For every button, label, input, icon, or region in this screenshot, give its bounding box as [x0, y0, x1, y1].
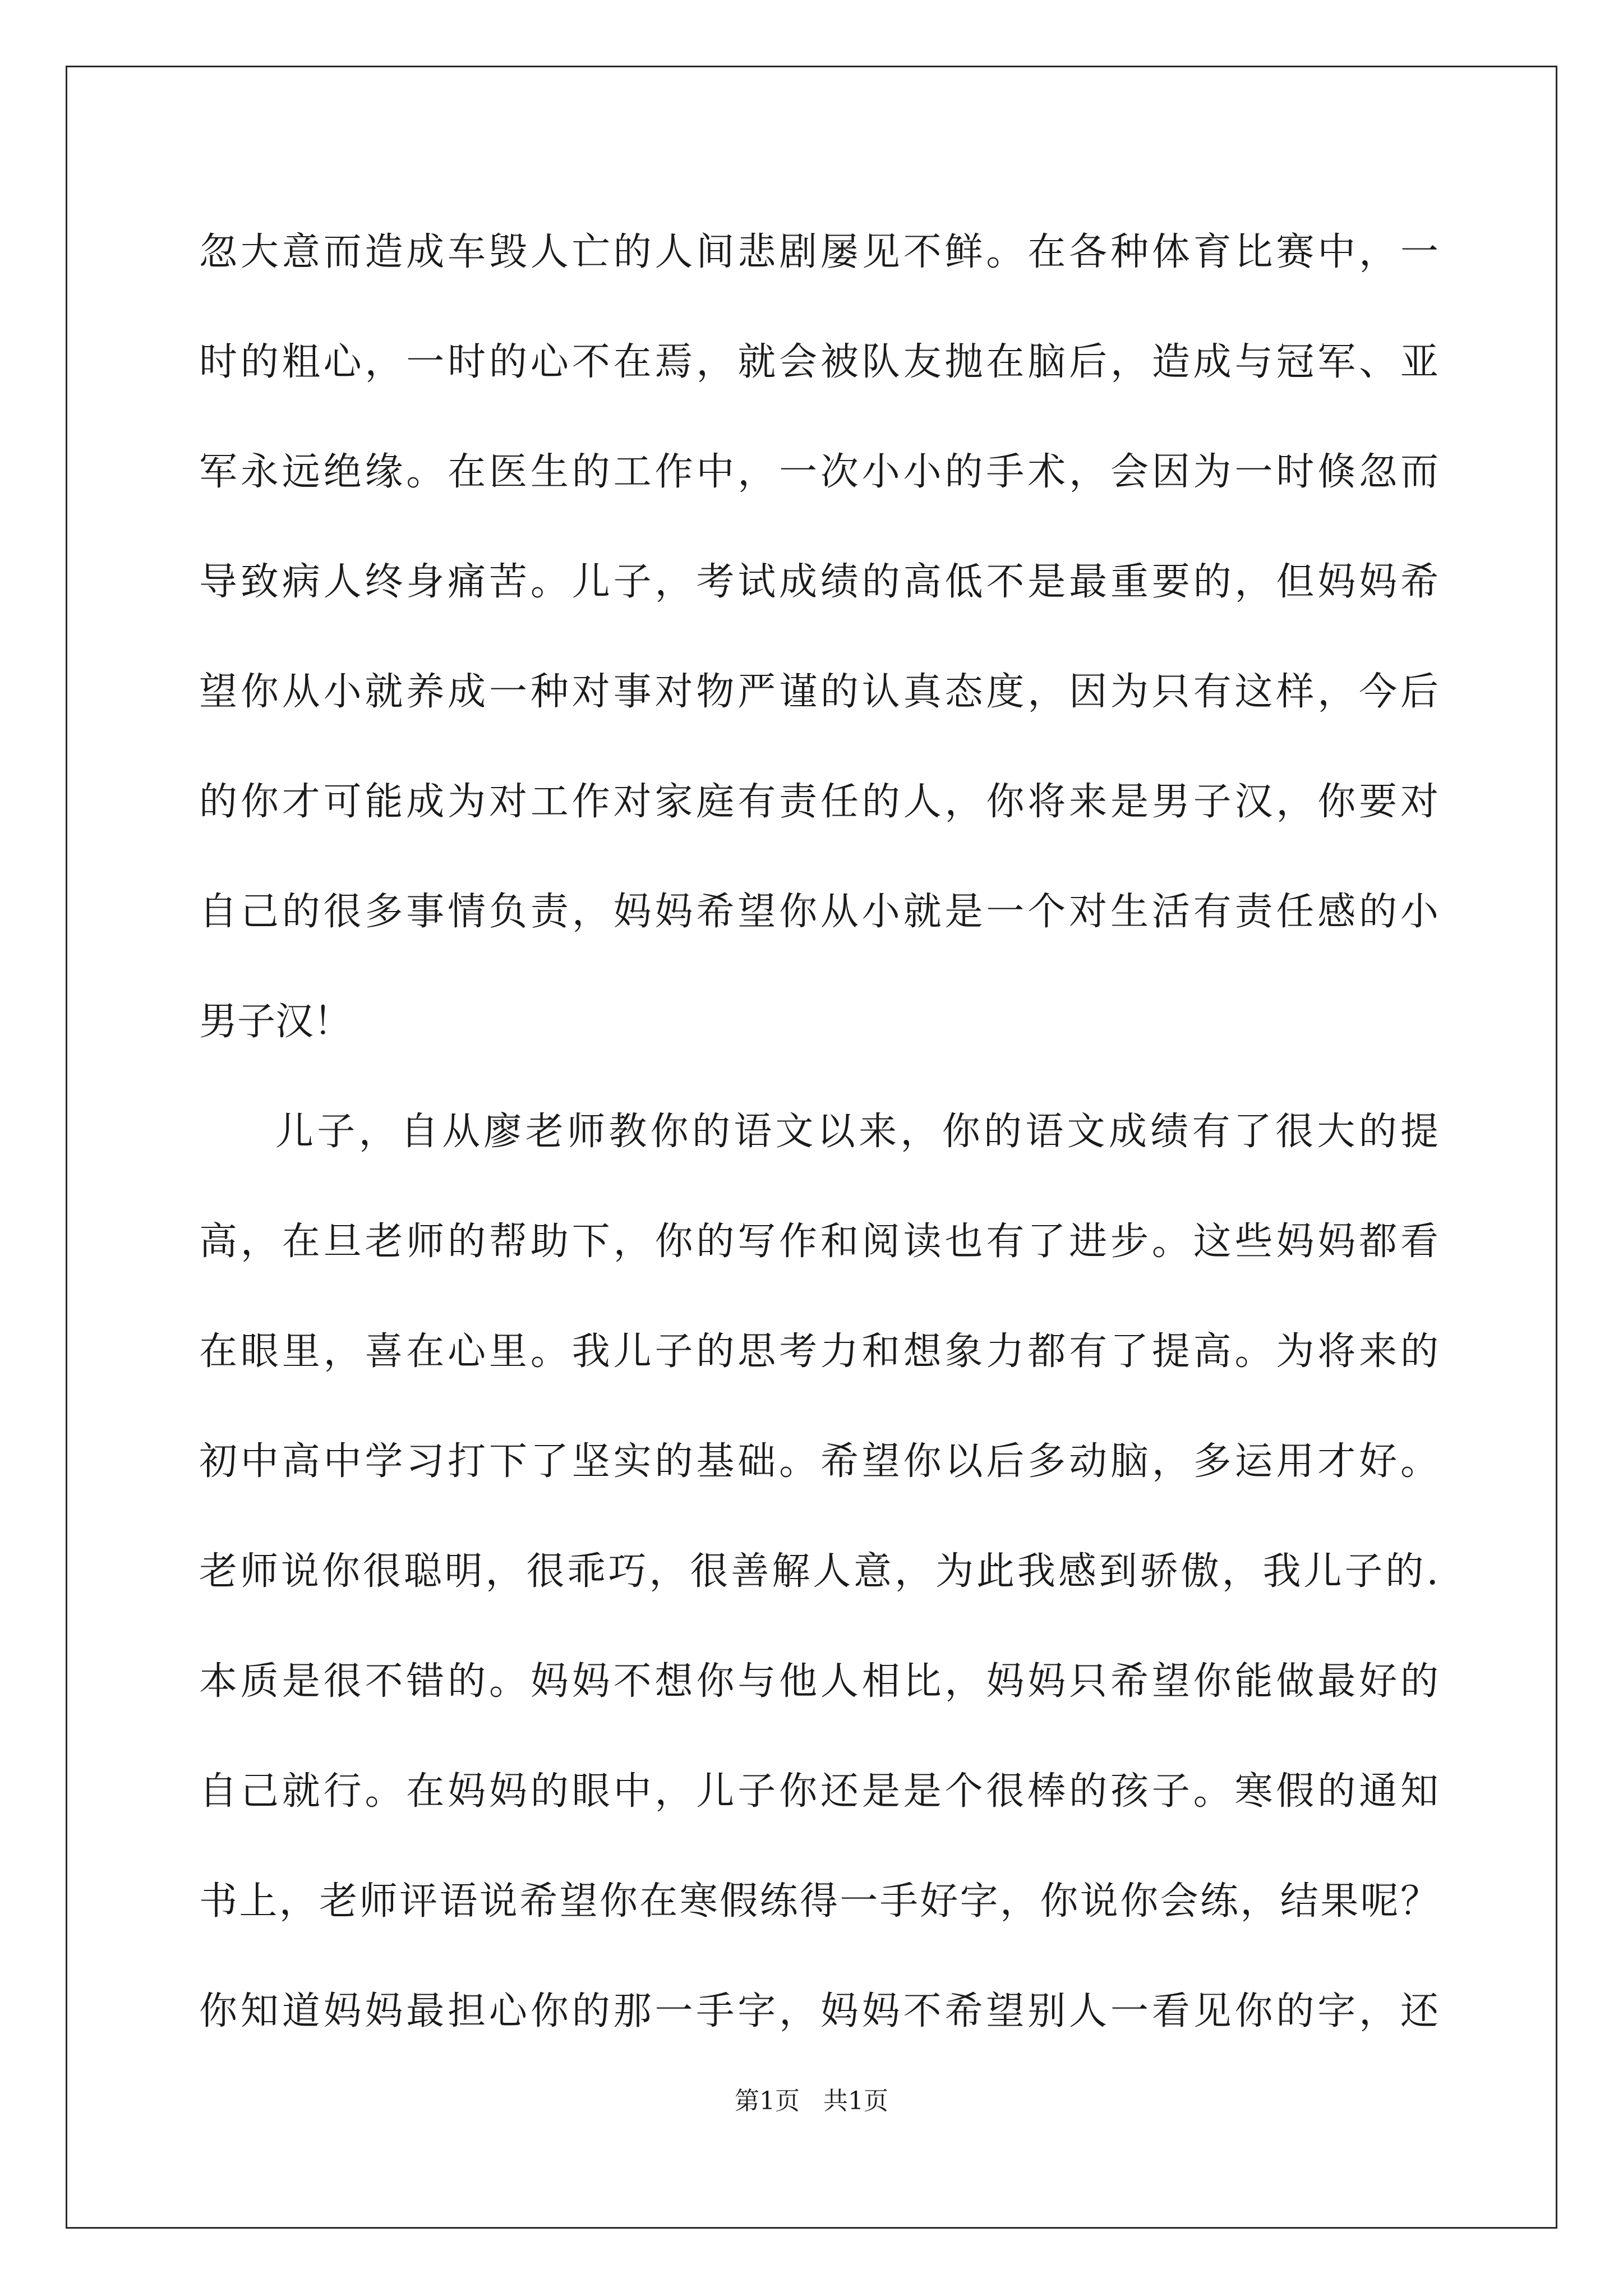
text-line: 的你才可能成为对工作对家庭有责任的人，你将来是男子汉，你要对 — [199, 780, 1438, 824]
text-line: 你知道妈妈最担心你的那一手字，妈妈不希望别人一看见你的字，还 — [199, 1989, 1438, 2033]
text-line: 军永远绝缘。在医生的工作中，一次小小的手术，会因为一时倏忽而 — [199, 450, 1438, 494]
document-body — [199, 197, 1438, 2067]
text-line: 自己就行。在妈妈的眼中，儿子你还是是个很棒的孩子。寒假的通知 — [199, 1769, 1438, 1814]
text-line: 老师说你很聪明，很乖巧，很善解人意，为此我感到骄傲，我儿子的. — [199, 1549, 1438, 1594]
page-number-footer: 第1页 共1页 — [735, 2087, 888, 2115]
text-line: 时的粗心，一时的心不在焉，就会被队友抛在脑后，造成与冠军、亚 — [199, 340, 1438, 384]
text-line: 导致病人终身痛苦。儿子，考试成绩的高低不是最重要的，但妈妈希 — [199, 560, 1438, 604]
paragraph-first-line: 儿子，自从廖老师教你的语文以来，你的语文成绩有了很大的提 — [275, 1110, 1438, 1154]
text-line: 高，在旦老师的帮助下，你的写作和阅读也有了进步。这些妈妈都看 — [199, 1220, 1438, 1264]
text-line: 书上，老师评语说希望你在寒假练得一手好字，你说你会练，结果呢？ — [199, 1879, 1438, 1924]
text-line: 本质是很不错的。妈妈不想你与他人相比，妈妈只希望你能做最好的 — [199, 1659, 1438, 1704]
text-line: 自己的很多事情负责，妈妈希望你从小就是一个对生活有责任感的小 — [199, 890, 1438, 934]
text-line: 望你从小就养成一种对事对物严谨的认真态度，因为只有这样，今后 — [199, 670, 1438, 714]
text-line: 在眼里，喜在心里。我儿子的思考力和想象力都有了提高。为将来的 — [199, 1329, 1438, 1374]
text-line: 男子汉！ — [199, 1000, 352, 1044]
text-line: 初中高中学习打下了坚实的基础。希望你以后多动脑，多运用才好。 — [199, 1439, 1438, 1484]
text-line: 忽大意而造成车毁人亡的人间悲剧屡见不鲜。在各种体育比赛中，一 — [199, 230, 1438, 274]
